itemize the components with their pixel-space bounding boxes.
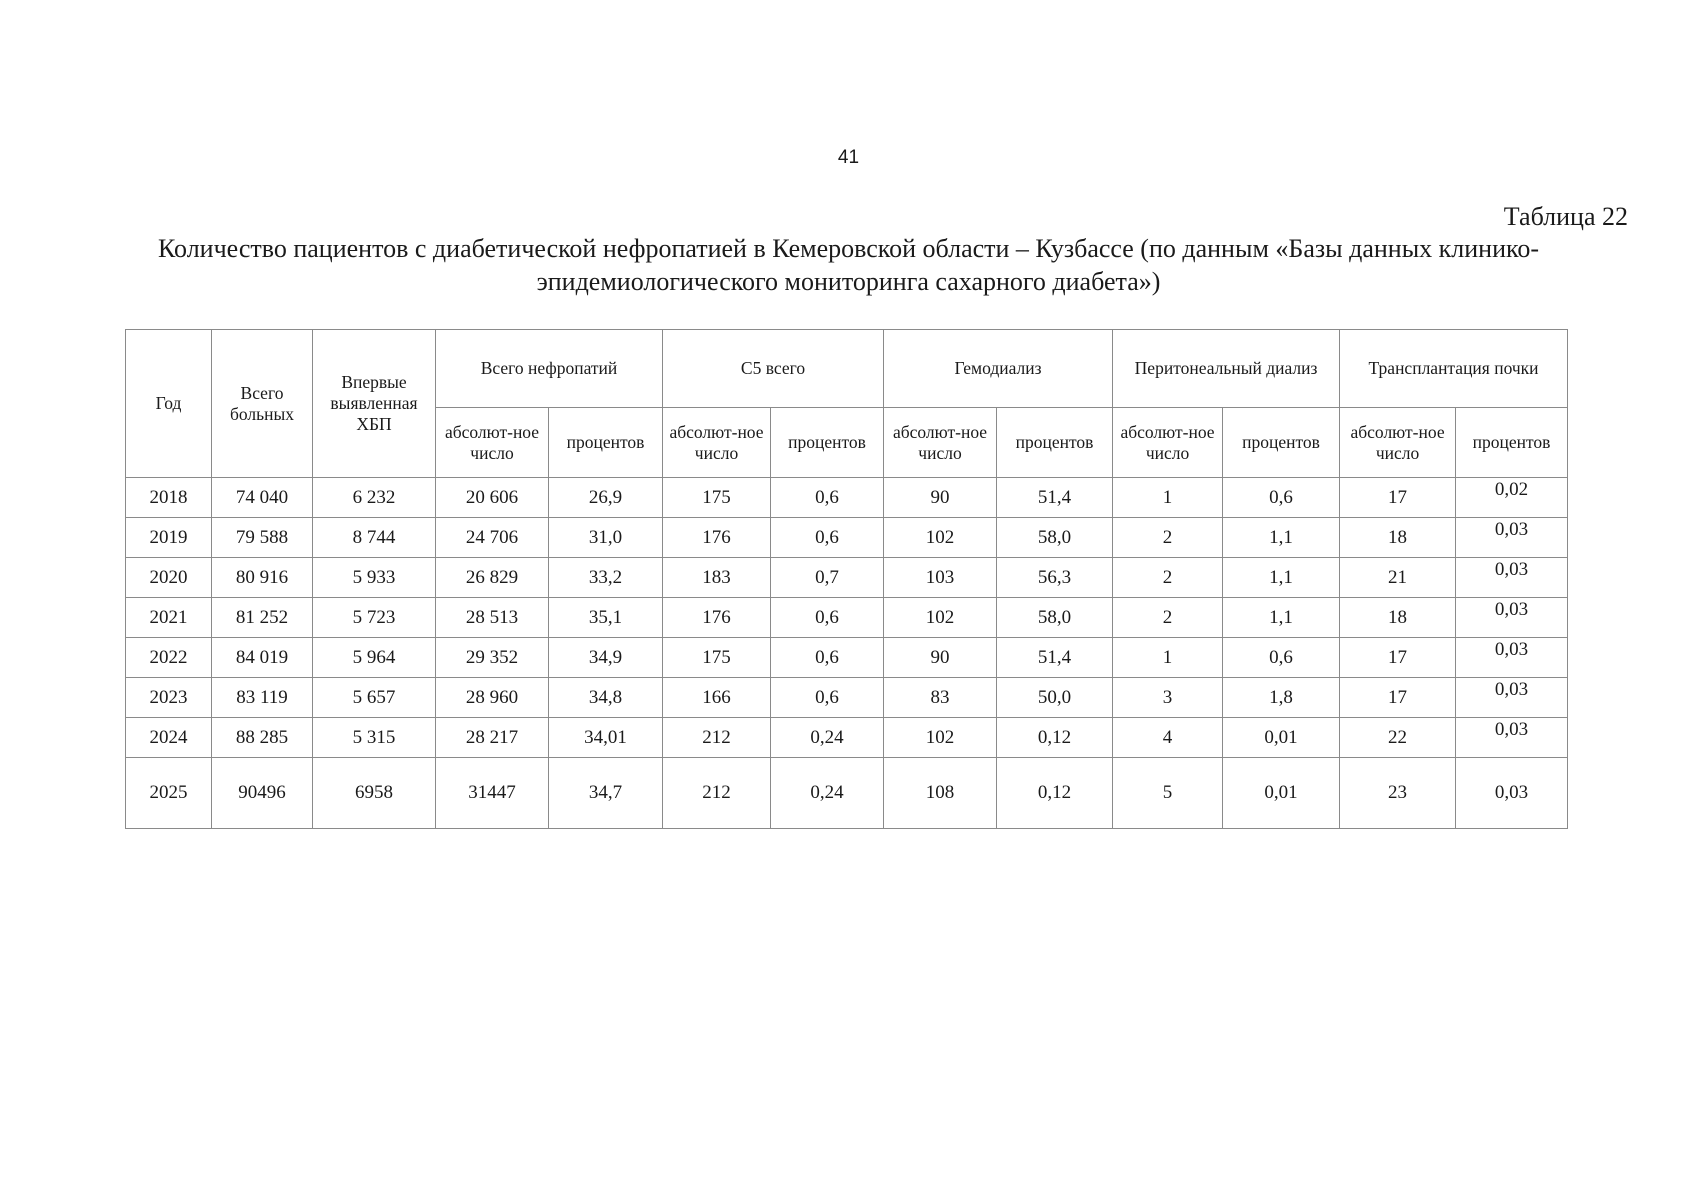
cell-c5-absolute: 176 [663, 598, 771, 638]
cell-new-ckd: 5 933 [313, 558, 436, 598]
cell-peritoneal-absolute: 1 [1113, 638, 1223, 678]
header-group-peritoneal-dialysis: Перитонеальный диализ [1113, 330, 1340, 408]
table-row [126, 758, 1568, 829]
cell-year: 2021 [126, 598, 212, 638]
cell-year: 2020 [126, 558, 212, 598]
cell-c5-absolute: 175 [663, 638, 771, 678]
cell-c5-absolute: 176 [663, 518, 771, 558]
cell-hemodialysis-percent: 51,4 [997, 478, 1113, 518]
table-row [126, 678, 1568, 718]
cell-hemodialysis-absolute: 83 [884, 678, 997, 718]
table-caption [60, 232, 1637, 298]
cell-transplant-absolute: 17 [1340, 678, 1456, 718]
header-new-ckd: Впервые выявленная ХБП [313, 330, 436, 478]
header-year: Год [126, 330, 212, 478]
cell-new-ckd: 8 744 [313, 518, 436, 558]
cell-total-patients: 84 019 [212, 638, 313, 678]
cell-nephropathy-absolute: 26 829 [436, 558, 549, 598]
cell-new-ckd: 5 657 [313, 678, 436, 718]
subheader-absolute: абсолют-ное число [436, 408, 549, 478]
cell-new-ckd: 5 964 [313, 638, 436, 678]
cell-c5-absolute: 212 [663, 758, 771, 829]
cell-total-patients: 88 285 [212, 718, 313, 758]
cell-transplant-percent: 0,03 [1456, 558, 1568, 598]
cell-nephropathy-percent: 34,8 [549, 678, 663, 718]
cell-peritoneal-percent: 1,1 [1223, 558, 1340, 598]
cell-year: 2023 [126, 678, 212, 718]
subheader-absolute: абсолют-ное число [884, 408, 997, 478]
cell-nephropathy-absolute: 28 513 [436, 598, 549, 638]
cell-new-ckd: 6 232 [313, 478, 436, 518]
cell-transplant-absolute: 22 [1340, 718, 1456, 758]
cell-c5-absolute: 212 [663, 718, 771, 758]
cell-c5-absolute: 175 [663, 478, 771, 518]
cell-hemodialysis-absolute: 102 [884, 718, 997, 758]
cell-hemodialysis-percent: 0,12 [997, 758, 1113, 829]
cell-nephropathy-percent: 34,7 [549, 758, 663, 829]
cell-total-patients: 83 119 [212, 678, 313, 718]
cell-peritoneal-absolute: 2 [1113, 518, 1223, 558]
cell-nephropathy-percent: 31,0 [549, 518, 663, 558]
subheader-absolute: абсолют-ное число [1340, 408, 1456, 478]
cell-new-ckd: 5 315 [313, 718, 436, 758]
cell-peritoneal-absolute: 5 [1113, 758, 1223, 829]
cell-nephropathy-absolute: 28 960 [436, 678, 549, 718]
cell-hemodialysis-absolute: 102 [884, 598, 997, 638]
cell-peritoneal-percent: 0,01 [1223, 758, 1340, 829]
cell-c5-absolute: 183 [663, 558, 771, 598]
cell-nephropathy-percent: 33,2 [549, 558, 663, 598]
cell-nephropathy-percent: 34,01 [549, 718, 663, 758]
cell-peritoneal-absolute: 4 [1113, 718, 1223, 758]
cell-nephropathy-absolute: 31447 [436, 758, 549, 829]
cell-year: 2025 [126, 758, 212, 829]
table-row [126, 478, 1568, 518]
cell-peritoneal-percent: 0,01 [1223, 718, 1340, 758]
cell-hemodialysis-absolute: 90 [884, 638, 997, 678]
cell-nephropathy-absolute: 20 606 [436, 478, 549, 518]
cell-c5-percent: 0,6 [771, 478, 884, 518]
header-group-kidney-transplant: Трансплантация почки [1340, 330, 1568, 408]
table-row [126, 638, 1568, 678]
cell-peritoneal-absolute: 2 [1113, 558, 1223, 598]
cell-nephropathy-percent: 26,9 [549, 478, 663, 518]
table-label: Таблица 22 [1503, 202, 1628, 231]
cell-transplant-absolute: 17 [1340, 638, 1456, 678]
cell-transplant-percent: 0,03 [1456, 638, 1568, 678]
cell-transplant-percent: 0,03 [1456, 518, 1568, 558]
cell-transplant-absolute: 18 [1340, 598, 1456, 638]
cell-c5-percent: 0,6 [771, 678, 884, 718]
cell-peritoneal-absolute: 2 [1113, 598, 1223, 638]
subheader-percent: процентов [1223, 408, 1340, 478]
cell-hemodialysis-percent: 56,3 [997, 558, 1113, 598]
cell-total-patients: 90496 [212, 758, 313, 829]
cell-hemodialysis-percent: 0,12 [997, 718, 1113, 758]
page-number: 41 [837, 147, 860, 168]
cell-transplant-percent: 0,03 [1456, 678, 1568, 718]
cell-transplant-percent: 0,02 [1456, 478, 1568, 518]
table-row [126, 558, 1568, 598]
table-row [126, 718, 1568, 758]
cell-transplant-absolute: 18 [1340, 518, 1456, 558]
table-row [126, 598, 1568, 638]
cell-peritoneal-percent: 0,6 [1223, 478, 1340, 518]
cell-nephropathy-percent: 34,9 [549, 638, 663, 678]
cell-transplant-percent: 0,03 [1456, 718, 1568, 758]
cell-hemodialysis-percent: 50,0 [997, 678, 1113, 718]
table-row [126, 518, 1568, 558]
subheader-absolute: абсолют-ное число [663, 408, 771, 478]
cell-c5-percent: 0,6 [771, 638, 884, 678]
cell-peritoneal-percent: 1,1 [1223, 598, 1340, 638]
cell-c5-percent: 0,24 [771, 718, 884, 758]
header-group-hemodialysis: Гемодиализ [884, 330, 1113, 408]
cell-new-ckd: 6958 [313, 758, 436, 829]
header-group-c5: С5 всего [663, 330, 884, 408]
cell-nephropathy-absolute: 29 352 [436, 638, 549, 678]
subheader-percent: процентов [549, 408, 663, 478]
cell-hemodialysis-absolute: 108 [884, 758, 997, 829]
subheader-percent: процентов [771, 408, 884, 478]
cell-hemodialysis-absolute: 102 [884, 518, 997, 558]
cell-nephropathy-absolute: 24 706 [436, 518, 549, 558]
caption-line-2: эпидемиологического мониторинга сахарного диабета») [536, 267, 1161, 296]
cell-year: 2022 [126, 638, 212, 678]
subheader-percent: процентов [997, 408, 1113, 478]
cell-c5-percent: 0,24 [771, 758, 884, 829]
cell-transplant-percent: 0,03 [1456, 758, 1568, 829]
cell-hemodialysis-percent: 58,0 [997, 598, 1113, 638]
cell-total-patients: 80 916 [212, 558, 313, 598]
header-group-nephropathy: Всего нефропатий [436, 330, 663, 408]
cell-c5-percent: 0,6 [771, 518, 884, 558]
cell-hemodialysis-absolute: 90 [884, 478, 997, 518]
cell-hemodialysis-percent: 51,4 [997, 638, 1113, 678]
cell-transplant-absolute: 17 [1340, 478, 1456, 518]
cell-nephropathy-absolute: 28 217 [436, 718, 549, 758]
cell-transplant-absolute: 23 [1340, 758, 1456, 829]
cell-peritoneal-percent: 1,8 [1223, 678, 1340, 718]
cell-hemodialysis-percent: 58,0 [997, 518, 1113, 558]
cell-peritoneal-percent: 1,1 [1223, 518, 1340, 558]
caption-line-1: Количество пациентов с диабетической нефропатией в Кемеровской области – Кузбассе (по данным «Базы данных клинико- [158, 234, 1539, 263]
cell-new-ckd: 5 723 [313, 598, 436, 638]
cell-peritoneal-absolute: 3 [1113, 678, 1223, 718]
cell-nephropathy-percent: 35,1 [549, 598, 663, 638]
cell-total-patients: 79 588 [212, 518, 313, 558]
cell-year: 2019 [126, 518, 212, 558]
cell-peritoneal-absolute: 1 [1113, 478, 1223, 518]
cell-year: 2018 [126, 478, 212, 518]
cell-transplant-absolute: 21 [1340, 558, 1456, 598]
cell-year: 2024 [126, 718, 212, 758]
cell-total-patients: 74 040 [212, 478, 313, 518]
cell-c5-percent: 0,7 [771, 558, 884, 598]
cell-hemodialysis-absolute: 103 [884, 558, 997, 598]
cell-c5-percent: 0,6 [771, 598, 884, 638]
header-total-patients: Всего больных [212, 330, 313, 478]
cell-peritoneal-percent: 0,6 [1223, 638, 1340, 678]
subheader-absolute: абсолют-ное число [1113, 408, 1223, 478]
subheader-percent: процентов [1456, 408, 1568, 478]
cell-c5-absolute: 166 [663, 678, 771, 718]
nephropathy-table [125, 329, 1568, 829]
cell-transplant-percent: 0,03 [1456, 598, 1568, 638]
cell-total-patients: 81 252 [212, 598, 313, 638]
